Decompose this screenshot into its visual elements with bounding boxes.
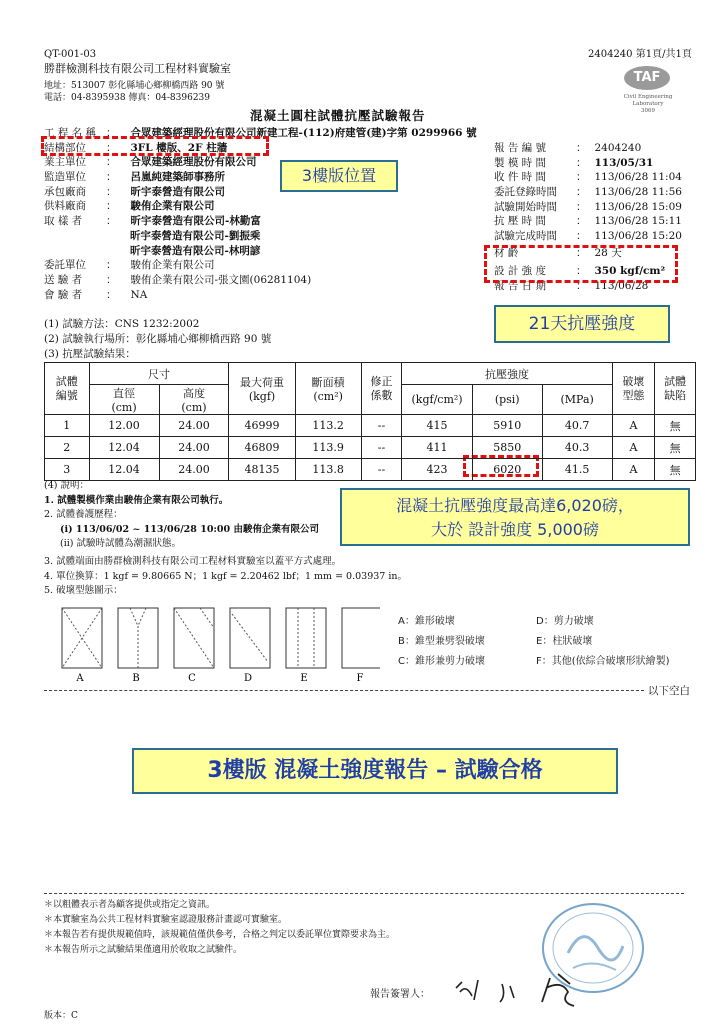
test-method: (1) 試驗方法：CNS 1232:2002: [44, 318, 200, 330]
structure-position-highlight: [41, 136, 269, 156]
fracture-b: [118, 608, 158, 668]
th-height: 高度 (cm): [159, 385, 229, 415]
right-fields: 報 告 編 號 ： 2404240 製 模 時 間 ： 113/05/31 收 件 時 間 ： 113/06/28 11:04 委託登錄時間 ： 113/06/28 11:56 試驗開始時間 ： 113/06/28 15:09 抗 壓 時 間 ： 113/06/28 15:11 試驗完成時間 ： 113/06/28 15:20 材 齡 ： 28 天 設 計 強 度 ： 350 kgf/cm² 報 告 日 期 ： 113/06/28: [494, 142, 682, 292]
th-defect: 試體缺陷: [655, 363, 696, 415]
th-diameter: 直徑 (cm): [89, 385, 159, 415]
lab-name: 勝群檢測科技有限公司工程材料實驗室: [44, 62, 231, 75]
th-psi: (psi): [472, 385, 542, 415]
fracture-legend-left: A：錐形破壞 B：錐型兼劈裂破壞 C：錐形兼剪力破壞: [398, 616, 485, 667]
report-ref: 2404240 第1頁/共1頁: [588, 49, 692, 60]
fracture-a: [62, 608, 102, 668]
fracture-c: [174, 608, 214, 668]
th-specimen: 試體編號: [45, 363, 90, 415]
signer-label: 報告簽署人：: [370, 989, 430, 1000]
table-row: 3 12.04 24.00 48135 113.8 -- 423 6020 41.5 A 無: [45, 459, 696, 481]
fracture-legend-right: D：剪力破壞 E：柱狀破壞 F：其他(依綜合破壞形狀繪製): [536, 616, 670, 667]
footer-notes: ＊以粗體表示者為顧客提供或指定之資訊。 ＊本實驗室為公共工程材料實驗室認證服務計畫認可實驗室。 ＊本報告若有提供規範值時，該規範值僅供參考，合格之判定以委託單位實際要求為主。 ＊本報告所示之試驗結果僅適用於收取之試驗件。: [44, 900, 396, 955]
max-strength-callout: 混凝土抗壓強度最高達6,020磅， 大於 設計強度 5,000磅: [340, 488, 690, 546]
version-label: 版本：C: [44, 1011, 78, 1021]
th-mpa: (MPa): [542, 385, 612, 415]
taf-emblem: TAF: [624, 66, 670, 90]
fracture-e: [286, 608, 326, 668]
notes: (4) 說明： 1. 試體製模作業由駿侑企業有限公司執行。 2. 試體養護歷程： (i) 113/06/02 ~ 113/06/28 10:00 由駿侑企業有限公司 (ii) 試驗時試體為潮濕狀態。: [44, 480, 319, 549]
fracture-letter-f: F: [356, 673, 364, 684]
pass-banner: 3樓版 混凝土強度報告 – 試驗合格: [132, 748, 618, 794]
th-area: 斷面積 (cm²): [295, 363, 361, 415]
th-size: 尺寸: [89, 363, 229, 385]
th-correction: 修正係數: [361, 363, 402, 415]
th-load: 最大荷重 (kgf): [229, 363, 295, 415]
results-heading: (3) 抗壓試驗結果：: [44, 348, 136, 360]
floor-position-callout: 3樓版位置: [280, 160, 398, 192]
fracture-letter-b: B: [132, 673, 140, 684]
table-row: 1 12.00 24.00 46999 113.2 -- 415 5910 40.7 A 無: [45, 415, 696, 437]
report-title: 混凝土圓柱試體抗壓試驗報告: [250, 108, 426, 123]
table-row: 2 12.04 24.00 46809 113.9 -- 411 5850 40.3 A 無: [45, 437, 696, 459]
blank-below-label: 以下空白: [648, 685, 690, 697]
taf-logo: TAF Civil Engineering Laboratory 3069: [618, 66, 678, 122]
fracture-diagrams: [60, 606, 380, 684]
th-kgf: (kgf/cm²): [402, 385, 472, 415]
fracture-letter-a: A: [76, 673, 84, 684]
fracture-letter-c: C: [188, 673, 196, 684]
th-strength: 抗壓強度: [402, 363, 612, 385]
fracture-letter-e: E: [300, 673, 308, 684]
fracture-letter-d: D: [243, 673, 253, 684]
age-design-strength-highlight: [484, 245, 678, 283]
fracture-d: [230, 608, 270, 668]
footer-divider: [44, 893, 684, 894]
handwritten-signature: [450, 962, 610, 1012]
test-location: (2) 試驗執行場所：彰化縣埔心鄉柳橋西路 90 號: [44, 333, 272, 345]
lab-phone: 電話：04-8395938 傳真：04-8396239: [44, 93, 211, 103]
results-table: [44, 362, 696, 481]
lab-address: 地址：513007 彰化縣埔心鄉柳橋西路 90 號: [44, 81, 225, 91]
fracture-f: [342, 608, 380, 668]
left-fields: 工 程 名 稱 ： 合眾建築經理股份有限公司新建工程-(112)府建管(建)字第 0299966 號 結構部位 ： 3FL 樓版、2F 柱牆 業主單位 ： 合眾建築經理股份有限公司 監造單位 ： 呂嵐純建築師事務所 承包廠商 ： 昕宇泰營造有限公司 供料廠商 ： 駿侑企業有限公司 取 樣 者 ： 昕宇泰營造有限公司-林勤富 昕宇泰營造有限公司-劉振乘 昕宇泰營造有限公司-林明諺 委託單位 ： 駿侑企業有限公司 送 驗 者 ： 駿侑企業有限公司-張文園(06281104) 會 驗 者 ： NA: [44, 127, 477, 301]
strength-21d-callout: 21天抗壓強度: [494, 305, 670, 343]
blank-divider: [44, 690, 644, 691]
form-number: QT-001-03: [44, 49, 97, 60]
th-failure: 破壞型態: [612, 363, 655, 415]
notes-cont: 3. 試體端面由勝群檢測科技有限公司工程材料實驗室以蓋平方式處理。 4. 單位換算：1 kgf = 9.80665 N；1 kgf = 2.20462 lbf；1 mm = 0.03937 in。 5. 破壞型態圖示：: [44, 556, 408, 596]
